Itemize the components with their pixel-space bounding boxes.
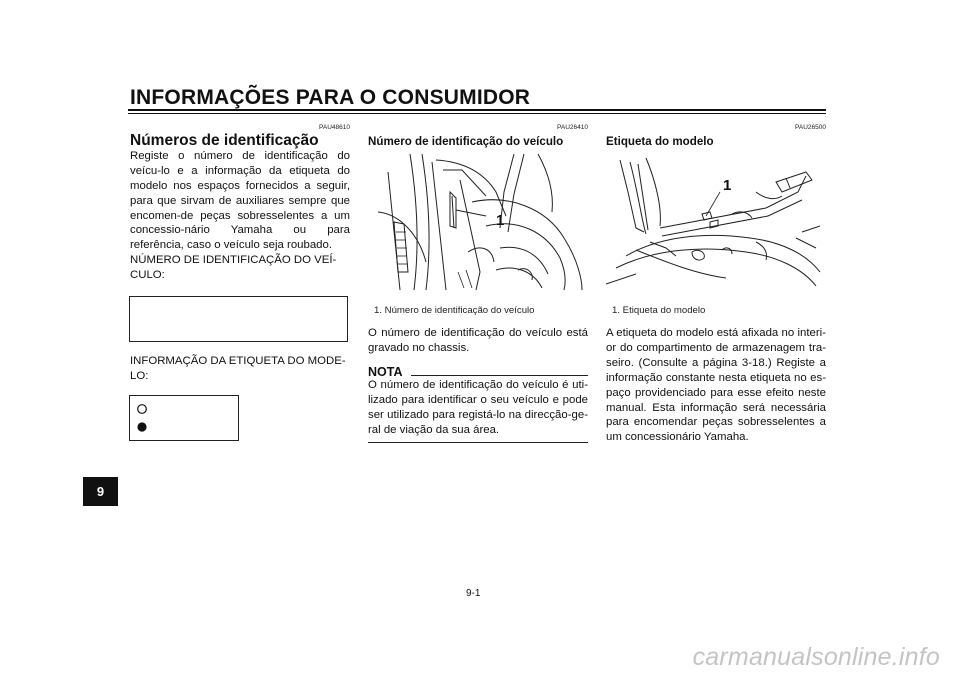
note-paragraph: O número de identificação do veículo é uti-lizado para identificar o seu veículo e pode ser utilizado para registá-lo na direcção-ge-ral de viação da sua área. [368, 379, 588, 436]
watermark: carmanualsonline.info [692, 643, 940, 671]
figure-caption: 1. Número de identificação do veículo [374, 305, 535, 316]
section-heading: Etiqueta do modelo [606, 135, 714, 148]
note-rule-bottom [368, 442, 588, 443]
vin-paragraph: O número de identificação do veículo está gravado no chassis. [368, 327, 588, 354]
section-code: PAU48610 [319, 124, 350, 131]
model-label-symbols-icon [130, 396, 238, 440]
header-rule-thin [128, 113, 826, 114]
section-code: PAU26500 [795, 124, 826, 131]
model-label-entry-box[interactable] [129, 395, 239, 441]
section-code: PAU26410 [557, 124, 588, 131]
vin-label: NÚMERO DE IDENTIFICAÇÃO DO VEÍ-CULO: [130, 254, 337, 282]
note-title: NOTA [368, 365, 403, 379]
chapter-tab[interactable]: 9 [83, 477, 118, 506]
section-heading: Número de identificação do veículo [368, 135, 564, 148]
note-rule-top [411, 375, 588, 376]
model-label-location-figure [606, 152, 828, 292]
vin-location-figure [368, 152, 588, 292]
page-number: 9-1 [466, 588, 481, 599]
vin-entry-box[interactable] [129, 296, 348, 342]
model-label: INFORMAÇÃO DA ETIQUETA DO MODE-LO: [130, 355, 346, 382]
model-label-paragraph: A etiqueta do modelo está afixada no interi-or do compartimento de armazenagem tra-seiro. (Consulte a página 3-18.) Registe a informação constante nesta etiqueta no es-paço providenciado para esse efeito neste manual. Esta informação será necessária para encomendar peças sobresselentes a um concessionário Yamaha. [606, 327, 826, 444]
page-title: INFORMAÇÕES PARA O CONSUMIDOR [130, 86, 531, 109]
figure-callout: 1 [496, 212, 505, 229]
section-heading: Números de identificação [130, 132, 319, 149]
header-rule [128, 109, 826, 111]
figure-caption: 1. Etiqueta do modelo [612, 305, 706, 316]
figure-callout: 1 [723, 177, 732, 194]
intro-paragraph: Registe o número de identificação do veícu-lo e a informação da etiqueta do modelo nos espaços fornecidos a seguir, para que sirvam de auxiliares sempre que encomen-de peças sobresselentes a um concessio-nário Yamaha ou para referência, caso o veículo seja roubado. [130, 149, 350, 252]
column-identification [130, 134, 350, 283]
